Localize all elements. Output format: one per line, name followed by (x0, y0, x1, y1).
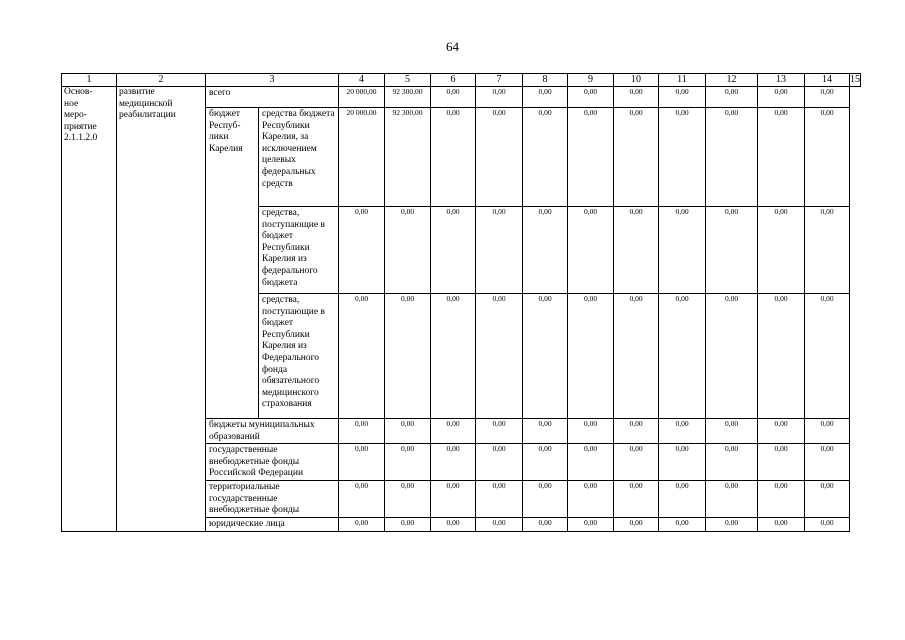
value-cell: 0,00 (523, 419, 568, 444)
value-cell: 0,00 (659, 207, 706, 294)
funding-source-label: государственные внебюджетные фонды Российской Федерации (206, 444, 339, 481)
value-cell: 0,00 (476, 108, 523, 207)
header-cell: 9 (568, 74, 614, 87)
value-cell: 0,00 (476, 294, 523, 419)
value-cell: 0,00 (805, 294, 850, 419)
funding-source-label: средства, поступающие в бюджет Республики Карелия из федерального бюджета (259, 207, 339, 294)
value-cell: 0,00 (339, 518, 385, 532)
value-cell: 0,00 (758, 444, 805, 481)
value-cell: 0,00 (568, 87, 614, 108)
header-cell: 2 (117, 74, 206, 87)
value-cell: 0,00 (476, 419, 523, 444)
value-cell: 92 300,00 (385, 108, 431, 207)
header-cell: 4 (339, 74, 385, 87)
header-cell: 14 (805, 74, 850, 87)
value-cell: 0,00 (568, 108, 614, 207)
value-cell: 0,00 (523, 87, 568, 108)
activity-title-cell: развитие медицинской реабилитации (117, 87, 206, 532)
value-cell: 0,00 (659, 481, 706, 518)
funding-source-label: средства, поступающие в бюджет Республики Карелия из Федерального фонда обязательного медицинского страхования (259, 294, 339, 419)
value-cell: 0,00 (758, 207, 805, 294)
header-cell: 12 (706, 74, 758, 87)
value-cell: 0,00 (706, 294, 758, 419)
value-cell: 0,00 (523, 207, 568, 294)
header-cell: 15 (850, 74, 860, 85)
value-cell: 0,00 (659, 294, 706, 419)
funding-source-label: всего (206, 87, 339, 108)
value-cell: 0,00 (385, 207, 431, 294)
header-cell: 7 (476, 74, 523, 87)
value-cell: 0,00 (523, 481, 568, 518)
value-cell: 0,00 (476, 481, 523, 518)
value-cell: 0,00 (614, 518, 659, 532)
value-cell: 0,00 (614, 207, 659, 294)
funding-source-label: бюджеты муниципальных образований (206, 419, 339, 444)
header-cell: 5 (385, 74, 431, 87)
value-cell: 0,00 (805, 108, 850, 207)
value-cell: 0,00 (805, 87, 850, 108)
value-cell: 0,00 (758, 481, 805, 518)
page-number: 64 (446, 39, 459, 54)
header-cell: 8 (523, 74, 568, 87)
value-cell: 0,00 (385, 518, 431, 532)
value-cell: 0,00 (385, 419, 431, 444)
funding-group-label: бюджет Респуб- лики Карелия (206, 108, 259, 419)
value-cell: 0,00 (805, 518, 850, 532)
header-cell: 6 (431, 74, 476, 87)
value-cell: 0,00 (758, 419, 805, 444)
header-cell: 1 (62, 74, 117, 87)
value-cell: 0,00 (568, 294, 614, 419)
value-cell: 0,00 (659, 108, 706, 207)
value-cell: 0,00 (568, 518, 614, 532)
value-cell: 0,00 (385, 294, 431, 419)
value-cell: 0,00 (805, 419, 850, 444)
activity-code-cell: Основ- ное меро- приятие 2.1.1.2.0 (62, 87, 117, 532)
value-cell: 0,00 (706, 419, 758, 444)
value-cell: 0,00 (523, 108, 568, 207)
value-cell: 0,00 (385, 481, 431, 518)
value-cell: 0,00 (568, 444, 614, 481)
value-cell: 0,00 (339, 294, 385, 419)
header-cell: 11 (659, 74, 706, 87)
value-cell: 0,00 (476, 444, 523, 481)
value-cell: 0,00 (659, 444, 706, 481)
funding-source-label: юридические лица (206, 518, 339, 532)
value-cell: 0,00 (339, 207, 385, 294)
value-cell: 0,00 (659, 87, 706, 108)
value-cell: 92 300,00 (385, 87, 431, 108)
funding-source-label: средства бюджета Республики Карелия, за исключением целевых федеральных средств (259, 108, 339, 207)
value-cell: 0,00 (659, 419, 706, 444)
budget-table (61, 73, 861, 532)
header-cell: 10 (614, 74, 659, 87)
value-cell: 0,00 (614, 294, 659, 419)
value-cell: 0,00 (706, 87, 758, 108)
value-cell: 0,00 (476, 207, 523, 294)
value-cell: 0,00 (385, 444, 431, 481)
header-cell: 3 (206, 74, 339, 87)
value-cell: 0,00 (431, 108, 476, 207)
value-cell: 0,00 (339, 481, 385, 518)
value-cell: 0,00 (706, 207, 758, 294)
value-cell: 0,00 (805, 444, 850, 481)
value-cell: 0,00 (568, 481, 614, 518)
value-cell: 0,00 (523, 518, 568, 532)
value-cell: 0,00 (758, 518, 805, 532)
value-cell: 0,00 (706, 518, 758, 532)
value-cell: 0,00 (431, 294, 476, 419)
value-cell: 0,00 (568, 419, 614, 444)
value-cell: 0,00 (805, 207, 850, 294)
value-cell: 0,00 (614, 87, 659, 108)
value-cell: 0,00 (568, 207, 614, 294)
value-cell: 0,00 (476, 518, 523, 532)
value-cell: 0,00 (431, 87, 476, 108)
value-cell: 0,00 (431, 518, 476, 532)
value-cell: 0,00 (805, 481, 850, 518)
value-cell: 0,00 (706, 444, 758, 481)
value-cell: 20 000,00 (339, 87, 385, 108)
value-cell: 0,00 (523, 294, 568, 419)
value-cell: 0,00 (339, 444, 385, 481)
value-cell: 0,00 (431, 481, 476, 518)
value-cell: 0,00 (614, 481, 659, 518)
value-cell: 0,00 (758, 294, 805, 419)
funding-source-label: территориальные государственные внебюджетные фонды (206, 481, 339, 518)
value-cell: 20 000,00 (339, 108, 385, 207)
header-row (62, 74, 861, 87)
value-cell: 0,00 (706, 108, 758, 207)
table-row (62, 87, 861, 108)
value-cell: 0,00 (476, 87, 523, 108)
value-cell: 0,00 (431, 444, 476, 481)
header-cell: 13 (758, 74, 805, 87)
value-cell: 0,00 (758, 108, 805, 207)
value-cell: 0,00 (339, 419, 385, 444)
value-cell: 0,00 (614, 444, 659, 481)
value-cell: 0,00 (659, 518, 706, 532)
value-cell: 0,00 (523, 444, 568, 481)
value-cell: 0,00 (758, 87, 805, 108)
value-cell: 0,00 (706, 481, 758, 518)
value-cell: 0,00 (431, 419, 476, 444)
value-cell: 0,00 (431, 207, 476, 294)
value-cell: 0,00 (614, 419, 659, 444)
value-cell: 0,00 (614, 108, 659, 207)
